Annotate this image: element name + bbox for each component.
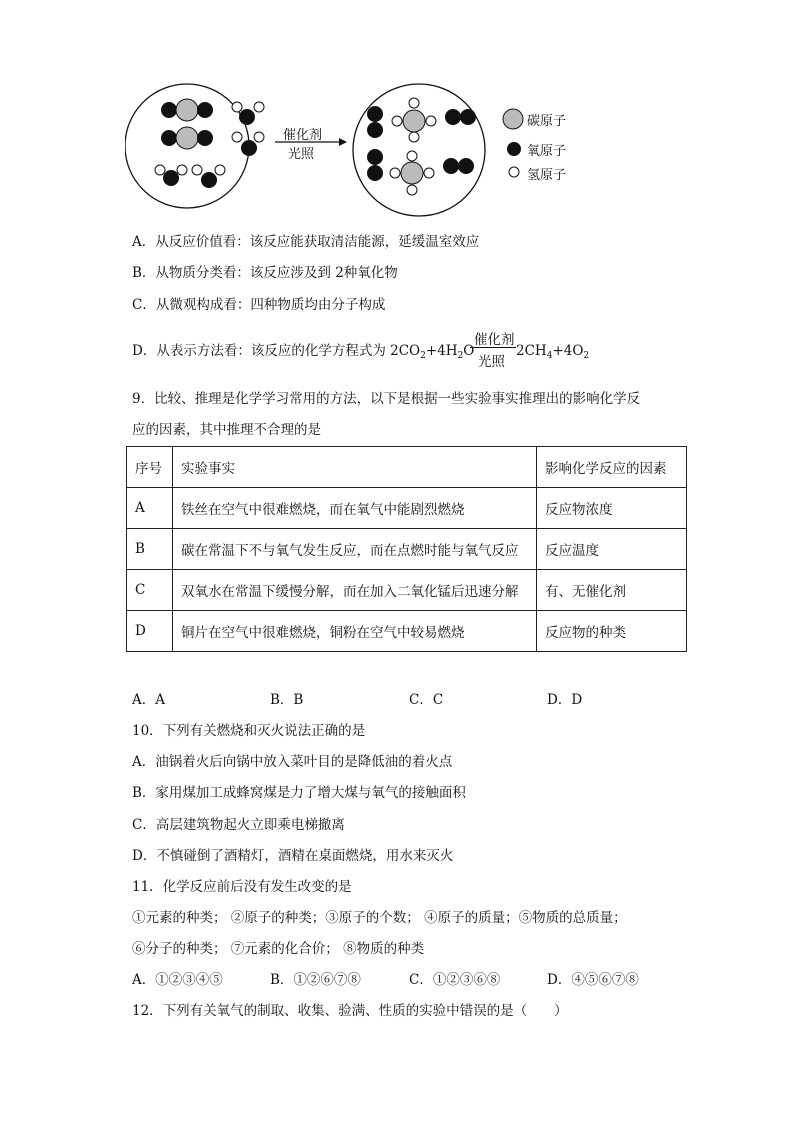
table-row	[127, 529, 687, 570]
q11-items-line2: ⑥分子的种类； ⑦元素的化合价； ⑧物质的种类	[132, 941, 425, 957]
hydrogen-atom	[424, 168, 434, 178]
hydrogen-atom	[407, 185, 417, 195]
q8-option-a: A．从反应价值看：该反应能获取清洁能源，延缓温室效应	[132, 234, 480, 250]
hydrogen-atom	[407, 151, 417, 161]
carbon-atom	[176, 99, 198, 121]
header-cell: 实验事实	[173, 447, 537, 488]
table-cell: C	[127, 570, 173, 611]
hydrogen-atom	[409, 132, 419, 142]
q10-option-b: B．家用煤加工成蜂窝煤是力了增大煤与氧气的接触面积	[132, 785, 466, 801]
q11-choice-c: C．①②③⑥⑧	[409, 972, 501, 988]
equation-products: $2CH_4+4O_2$	[516, 343, 590, 361]
table-cell: 碳在常温下不与氧气发生反应，而在点燃时能与氧气反应	[173, 529, 537, 570]
hydrogen-atom	[177, 165, 187, 175]
arrow-bottom-label: 光照	[288, 147, 315, 162]
reaction-diagram-svg	[125, 70, 585, 220]
oxygen-atom	[367, 149, 383, 165]
q9-table	[126, 446, 687, 652]
hydrogen-atom	[192, 165, 202, 175]
oxygen-atom	[197, 102, 213, 118]
q12-stem: 12．下列有关氧气的制取、收集、验满、性质的实验中错误的是（ ）	[132, 1003, 568, 1019]
oxygen-atom	[367, 165, 383, 181]
table-cell: 铁丝在空气中很难燃烧，而在氧气中能剧烈燃烧	[173, 488, 537, 529]
table-cell: B	[127, 529, 173, 570]
q11-choice-d: D．④⑤⑥⑦⑧	[547, 972, 639, 988]
oxygen-atom	[443, 158, 459, 174]
table-cell: 反应物浓度	[537, 488, 687, 529]
hydrogen-atom	[426, 116, 436, 126]
table-row	[127, 611, 687, 652]
table-row	[127, 570, 687, 611]
equation-line	[470, 347, 516, 348]
q10-option-d: D．不慎碰倒了酒精灯，酒精在桌面燃烧，用水来灭火	[132, 848, 454, 864]
hydrogen-atom-icon	[509, 167, 519, 177]
q11-stem: 11．化学反应前后没有发生改变的是	[132, 879, 352, 895]
hydrogen-atom	[155, 165, 165, 175]
hydrogen-atom	[392, 116, 402, 126]
oxygen-atom	[239, 109, 255, 125]
table-cell: 铜片在空气中很难燃烧，铜粉在空气中较易燃烧	[173, 611, 537, 652]
table-cell: A	[127, 488, 173, 529]
q8-option-d-text: D．从表示方法看：该反应的化学方程式为 2CO	[132, 343, 421, 359]
oxygen-atom	[367, 122, 383, 138]
table-cell: 反应物的种类	[537, 611, 687, 652]
header-cell: 序号	[127, 447, 173, 488]
hydrogen-atom	[409, 98, 419, 108]
q10-option-a: A．油锅着火后向锅中放入菜叶目的是降低油的着火点	[132, 754, 453, 770]
oxygen-atom	[367, 106, 383, 122]
table-cell: D	[127, 611, 173, 652]
header-cell: 影响化学反应的因素	[537, 447, 687, 488]
oxygen-atom	[460, 109, 476, 125]
hydrogen-atom	[215, 165, 225, 175]
table-cell: 双氧水在常温下缓慢分解，而在加入二氧化锰后迅速分解	[173, 570, 537, 611]
carbon-atom	[401, 162, 423, 184]
table-header-row	[127, 447, 687, 488]
q10-option-c: C．高层建筑物起火立即乘电梯撤离	[132, 817, 345, 833]
oxygen-atom	[163, 170, 179, 186]
arrow-head-icon	[339, 138, 347, 146]
hydrogen-atom	[232, 102, 242, 112]
hydrogen-atom	[254, 132, 264, 142]
q9-choice-d: D．D	[547, 692, 583, 708]
q8-option-d: D．从表示方法看：该反应的化学方程式为 $2CO_2+4H_2O$	[132, 343, 475, 361]
q9-choice-c: C．C	[409, 692, 444, 708]
q9-choice-a: A．A	[132, 692, 165, 708]
hydrogen-atom	[390, 168, 400, 178]
q9-stem-line2: 应的因素，其中推理不合理的是	[132, 422, 321, 438]
legend-carbon-label: 碳原子	[527, 114, 567, 129]
carbon-atom	[403, 110, 425, 132]
oxygen-atom	[161, 102, 177, 118]
hydrogen-atom	[232, 132, 242, 142]
oxygen-atom	[445, 109, 461, 125]
q11-items-line1: ①元素的种类； ②原子的种类；③原子的个数； ④原子的质量；⑤物质的总质量；	[132, 910, 627, 926]
q9-choice-b: B．B	[270, 692, 304, 708]
oxygen-atom	[458, 158, 474, 174]
arrow-top-label: 催化剂	[283, 128, 323, 143]
table-cell: 有、无催化剂	[537, 570, 687, 611]
table-row	[127, 488, 687, 529]
q9-stem-line1: 9．比较、推理是化学学习常用的方法，以下是根据一些实验事实推理出的影响化学反	[132, 391, 641, 407]
table-cell: 反应温度	[537, 529, 687, 570]
q11-choice-b: B．①②⑥⑦⑧	[270, 972, 361, 988]
q8-option-c: C．从微观构成看：四种物质均由分子构成	[132, 297, 386, 313]
reaction-diagram	[125, 70, 585, 220]
oxygen-atom	[197, 130, 213, 146]
legend-oxygen-label: 氧原子	[527, 144, 567, 159]
equation-light: 光照	[478, 354, 505, 370]
oxygen-atom	[201, 172, 217, 188]
q10-stem: 10．下列有关燃烧和灭火说法正确的是	[132, 723, 366, 739]
hydrogen-atom	[254, 102, 264, 112]
equation-catalyst: 催化剂	[474, 332, 515, 348]
oxygen-atom	[161, 130, 177, 146]
oxygen-atom-icon	[507, 142, 521, 156]
q8-option-b: B．从物质分类看：该反应涉及到 2种氧化物	[132, 265, 398, 281]
q11-choice-a: A．①②③④⑤	[132, 972, 223, 988]
legend-hydrogen-label: 氢原子	[527, 168, 567, 183]
carbon-atom	[176, 127, 198, 149]
oxygen-atom	[241, 140, 257, 156]
carbon-atom-icon	[503, 109, 523, 129]
